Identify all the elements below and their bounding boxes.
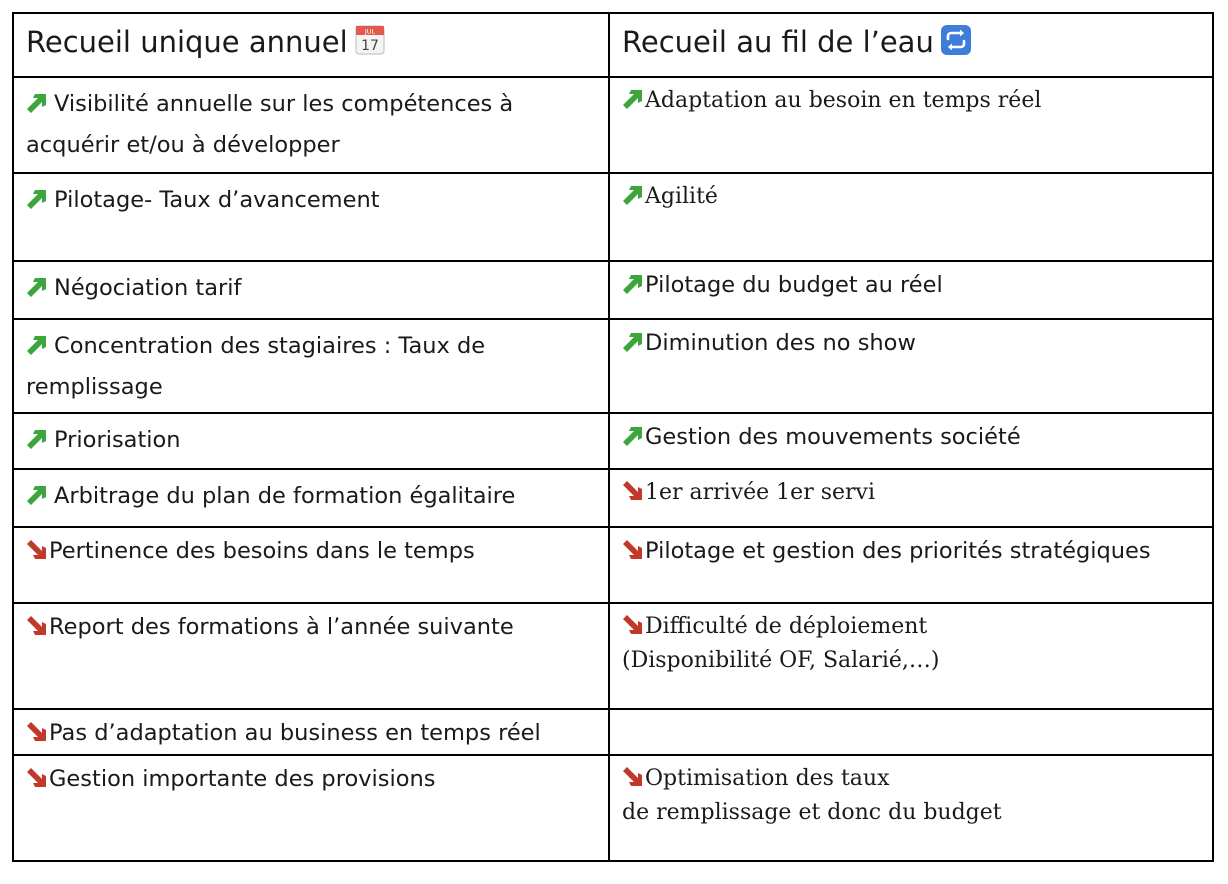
left-cell-text: Priorisation bbox=[54, 427, 181, 453]
arrow-up-right-icon bbox=[622, 425, 644, 447]
calendar-month: JUL bbox=[364, 27, 375, 36]
right-cell-text: Difficulté de déploiement bbox=[645, 614, 928, 639]
left-cell bbox=[13, 755, 609, 861]
left-cell-text: Pertinence des besoins dans le temps bbox=[49, 538, 475, 564]
header-left bbox=[13, 13, 609, 77]
table-row bbox=[13, 173, 1213, 261]
right-cell bbox=[609, 77, 1213, 173]
arrow-down-right-icon bbox=[622, 539, 644, 561]
left-cell bbox=[13, 413, 609, 469]
right-cell bbox=[609, 261, 1213, 319]
right-cell bbox=[609, 319, 1213, 413]
right-cell bbox=[609, 413, 1213, 469]
arrow-up-right-icon bbox=[26, 428, 48, 450]
left-cell bbox=[13, 603, 609, 709]
left-cell-text: Arbitrage du plan de formation égalitaire bbox=[54, 483, 516, 509]
right-cell-text: Adaptation au besoin en temps réel bbox=[645, 88, 1042, 113]
arrow-up-right-icon bbox=[622, 184, 644, 206]
left-cell bbox=[13, 173, 609, 261]
right-cell bbox=[609, 173, 1213, 261]
calendar-day: 17 bbox=[360, 38, 379, 54]
left-cell-text: Report des formations à l’année suivante bbox=[49, 614, 514, 640]
right-cell-text: Pilotage du budget au réel bbox=[645, 272, 943, 298]
header-row bbox=[13, 13, 1213, 77]
left-cell-text: Visibilité annuelle sur les compétences à acquérir et/ou à développer bbox=[26, 91, 514, 158]
header-left-title: Recueil unique annuel bbox=[26, 25, 348, 59]
calendar-icon bbox=[354, 24, 386, 56]
left-cell bbox=[13, 469, 609, 527]
table-row bbox=[13, 603, 1213, 709]
right-cell bbox=[609, 469, 1213, 527]
left-cell bbox=[13, 527, 609, 603]
right-cell bbox=[609, 709, 1213, 755]
table-row bbox=[13, 469, 1213, 527]
table-row bbox=[13, 319, 1213, 413]
right-cell bbox=[609, 603, 1213, 709]
arrow-up-right-icon bbox=[622, 88, 644, 110]
arrow-down-right-icon bbox=[26, 721, 48, 743]
arrow-up-right-icon bbox=[26, 276, 48, 298]
header-right-title: Recueil au fil de l’eau bbox=[622, 25, 934, 59]
right-cell-text-line2: (Disponibilité OF, Salarié,…) bbox=[622, 648, 940, 673]
left-cell bbox=[13, 261, 609, 319]
table-row bbox=[13, 77, 1213, 173]
left-cell-text: Pas d’adaptation au business en temps réel bbox=[49, 720, 541, 746]
left-cell-text: Gestion importante des provisions bbox=[49, 766, 436, 792]
comparison-table bbox=[12, 12, 1214, 862]
arrow-down-right-icon bbox=[622, 766, 644, 788]
table-row bbox=[13, 709, 1213, 755]
header-right bbox=[609, 13, 1213, 77]
table-row bbox=[13, 527, 1213, 603]
arrow-down-right-icon bbox=[26, 767, 48, 789]
arrow-up-right-icon bbox=[26, 484, 48, 506]
arrow-down-right-icon bbox=[622, 480, 644, 502]
arrow-down-right-icon bbox=[26, 539, 48, 561]
right-cell-text: 1er arrivée 1er servi bbox=[645, 480, 875, 505]
right-cell-text: Agilité bbox=[645, 184, 718, 209]
left-cell bbox=[13, 319, 609, 413]
repeat-icon bbox=[940, 24, 972, 56]
right-cell-text: Pilotage et gestion des priorités stratégiques bbox=[645, 538, 1151, 564]
right-cell-text-line2: de remplissage et donc du budget bbox=[622, 800, 1002, 825]
right-cell bbox=[609, 527, 1213, 603]
arrow-up-right-icon bbox=[26, 188, 48, 210]
arrow-up-right-icon bbox=[622, 273, 644, 295]
left-cell-text: Pilotage- Taux d’avancement bbox=[54, 187, 380, 213]
table-row bbox=[13, 261, 1213, 319]
left-cell bbox=[13, 77, 609, 173]
arrow-up-right-icon bbox=[26, 92, 48, 114]
right-cell-text: Gestion des mouvements société bbox=[645, 424, 1021, 450]
left-cell bbox=[13, 709, 609, 755]
right-cell-text: Optimisation des taux bbox=[645, 766, 890, 791]
table-row bbox=[13, 755, 1213, 861]
arrow-down-right-icon bbox=[622, 614, 644, 636]
table-row bbox=[13, 413, 1213, 469]
left-cell-text: Négociation tarif bbox=[54, 275, 242, 301]
arrow-up-right-icon bbox=[622, 331, 644, 353]
arrow-up-right-icon bbox=[26, 334, 48, 356]
right-cell-text: Diminution des no show bbox=[645, 330, 916, 356]
right-cell bbox=[609, 755, 1213, 861]
arrow-down-right-icon bbox=[26, 615, 48, 637]
left-cell-text: Concentration des stagiaires : Taux de remplissage bbox=[26, 333, 486, 400]
